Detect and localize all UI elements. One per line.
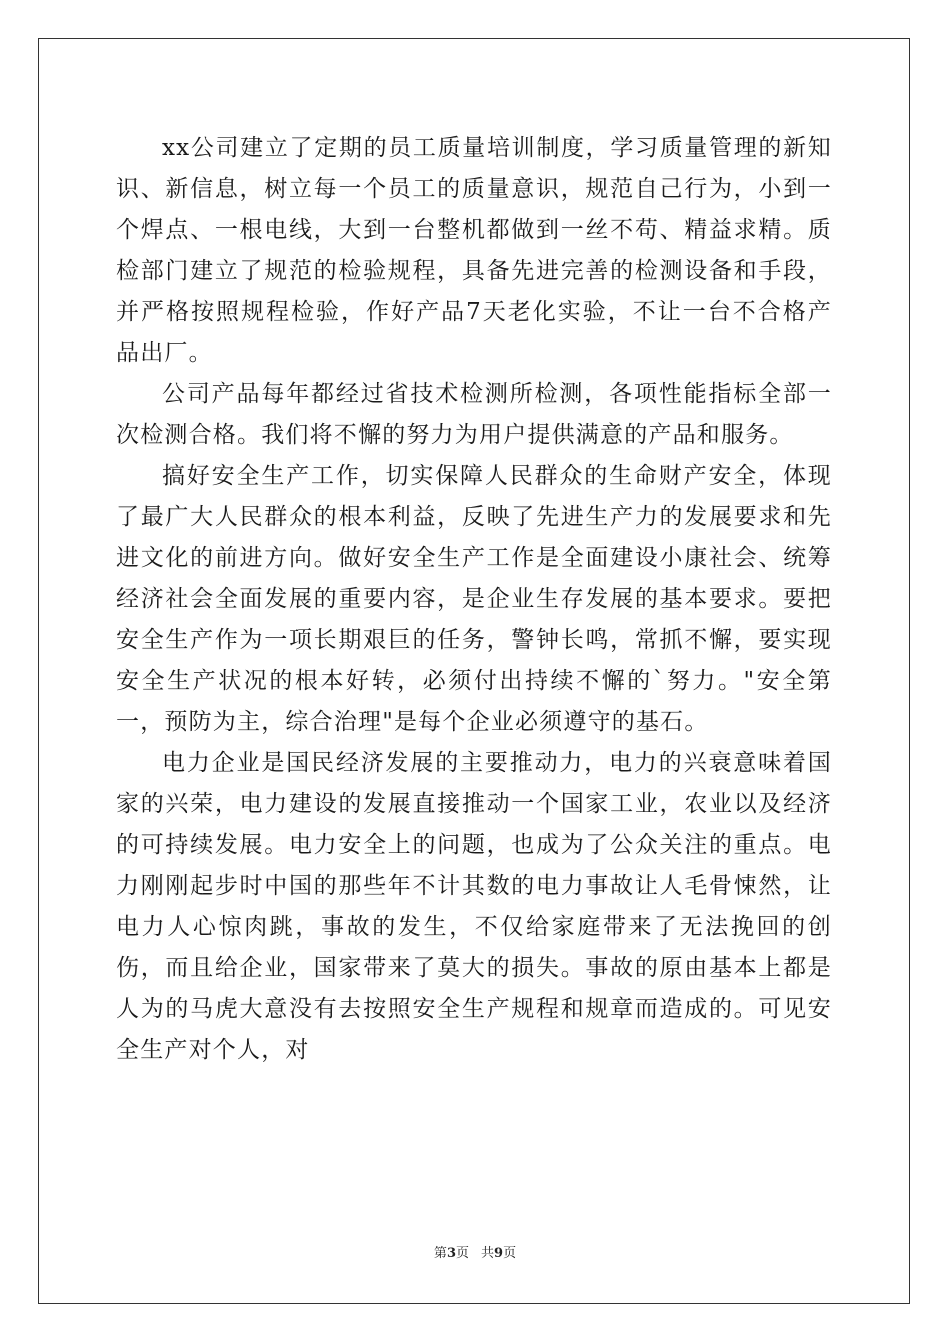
total-pages: 9 — [494, 1246, 504, 1261]
page-suffix: 页 — [455, 1246, 469, 1261]
page-number: 3 — [446, 1246, 456, 1261]
page-prefix: 第 — [433, 1246, 447, 1261]
paragraph-quality-training: xx公司建立了定期的员工质量培训制度，学习质量管理的新知识、新信息，树立每一个员工的质量意识，规范自己行为，小到一个焊点、一根电线，大到一台整机都做到一丝不苟、精益求精。质检部门建立了规范的检验规程，具备先进完善的检测设备和手段，并严格按照规程检验，作好产品7天老化实验，不让一台不合格产品出厂。 — [116, 135, 832, 366]
paragraph-product-inspection: 公司产品每年都经过省技术检测所检测，各项性能指标全部一次检测合格。我们将不懈的努力为用户提供满意的产品和服务。 — [116, 381, 832, 448]
paragraph-power-industry: 电力企业是国民经济发展的主要推动力，电力的兴衰意味着国家的兴荣，电力建设的发展直接推动一个国家工业，农业以及经济的可持续发展。电力安全上的问题，也成为了公众关注的重点。电力刚刚起步时中国的那些年不计其数的电力事故让人毛骨悚然，让电力人心惊肉跳，事故的发生，不仅给家庭带来了无法挽回的创伤，而且给企业，国家带来了莫大的损失。事故的原由基本上都是人为的马虎大意没有去按照安全生产规程和规章而造成的。可见安全生产对个人，对 — [116, 750, 832, 1063]
document-body — [116, 128, 832, 1071]
paragraph-safety-production: 搞好安全生产工作，切实保障人民群众的生命财产安全，体现了最广大人民群众的根本利益，反映了先进生产力的发展要求和先进文化的前进方向。做好安全生产工作是全面建设小康社会、统筹经济社会全面发展的重要内容，是企业生存发展的基本要求。要把安全生产作为一项长期艰巨的任务，警钟长鸣，常抓不懈，要实现安全生产状况的根本好转，必须付出持续不懈的`努力。"安全第一，预防为主，综合治理"是每个企业必须遵守的基石。 — [116, 463, 832, 735]
page-footer — [0, 1242, 950, 1261]
total-prefix: 共 — [481, 1246, 495, 1261]
total-suffix: 页 — [503, 1246, 517, 1261]
